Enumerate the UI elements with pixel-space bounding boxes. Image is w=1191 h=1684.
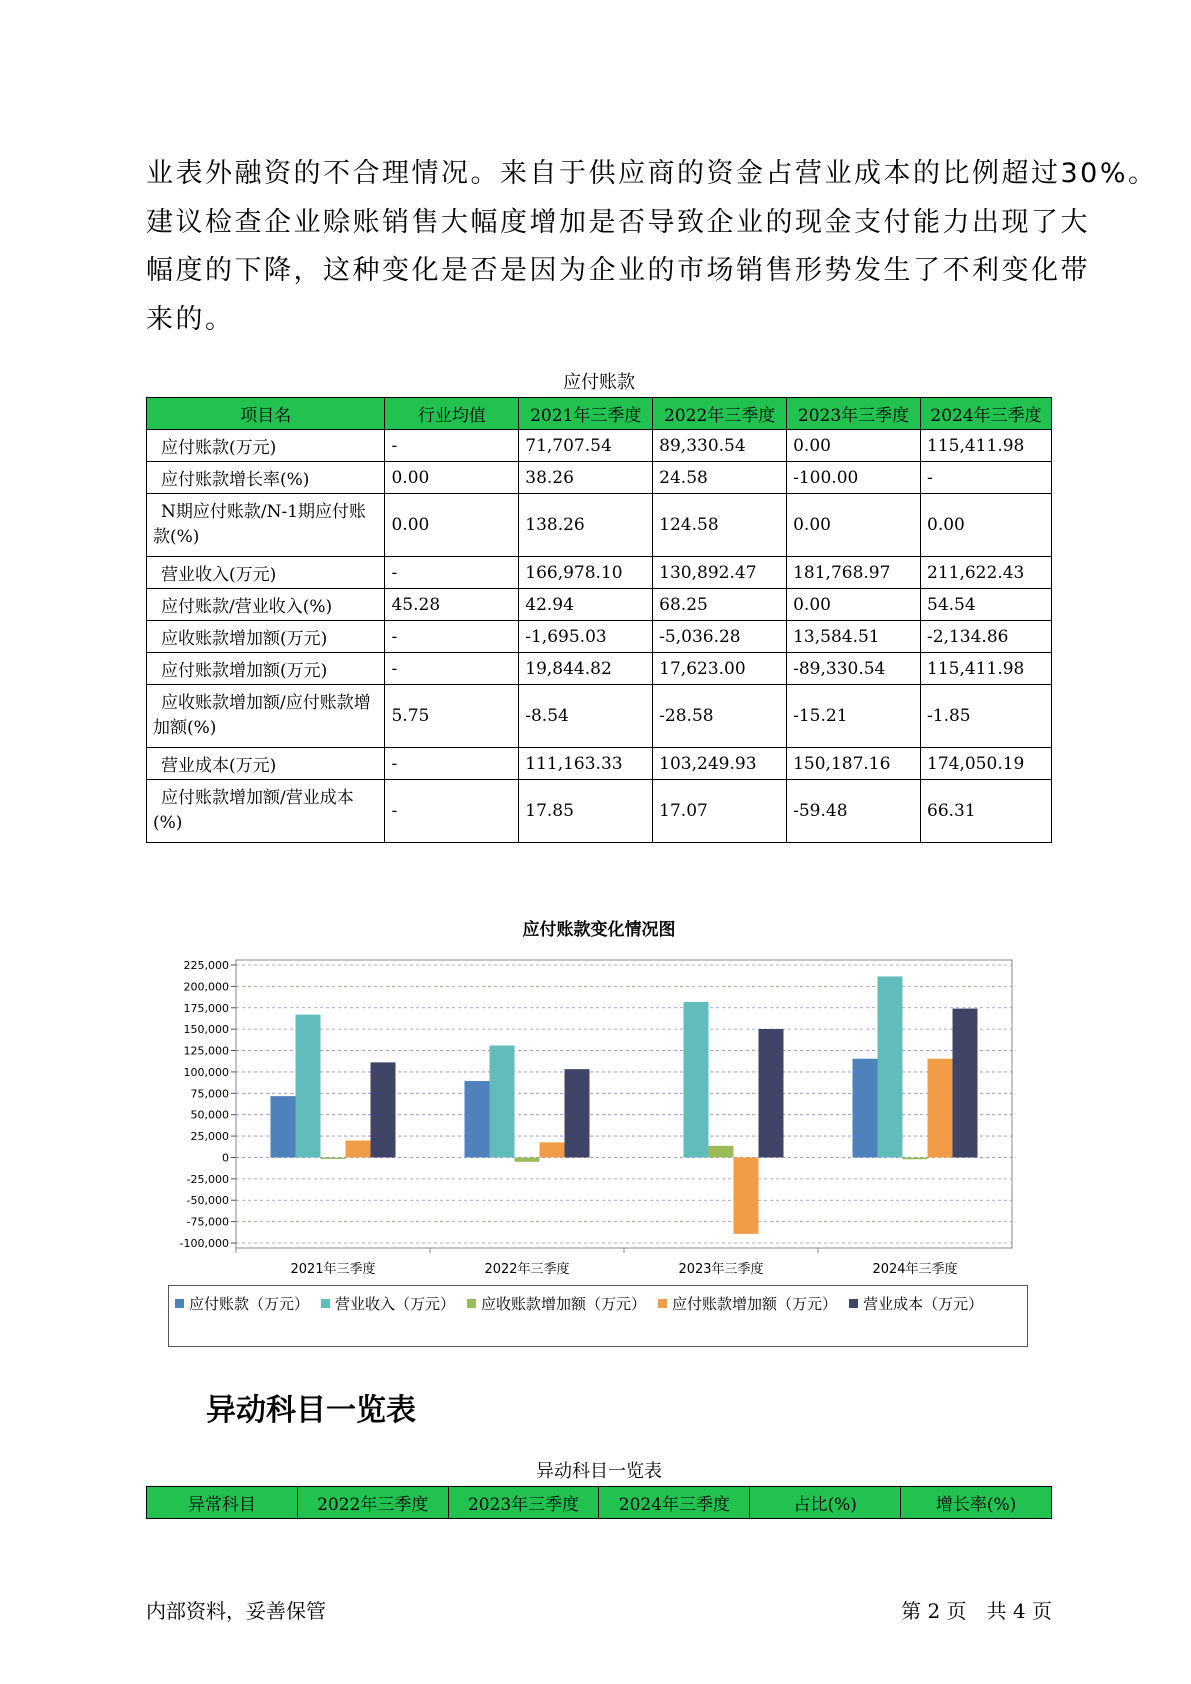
y-tick-label: 125,000 <box>183 1044 229 1058</box>
table-cell: - <box>385 780 519 843</box>
paragraph-line: 来的。 <box>146 303 235 335</box>
table-cell: -89,330.54 <box>787 653 921 685</box>
table-cell: - <box>385 557 519 589</box>
header-cell: 行业均值 <box>385 398 519 430</box>
table-cell: 166,978.10 <box>519 557 653 589</box>
y-tick-label: -75,000 <box>186 1215 229 1229</box>
y-tick-label: -25,000 <box>186 1172 229 1186</box>
payables-chart <box>146 905 1052 1345</box>
chart-title: 应付账款变化情况图 <box>522 920 676 940</box>
table-header-row <box>147 1487 1052 1519</box>
table-cell: - <box>921 462 1052 494</box>
bar <box>490 1045 515 1157</box>
table-cell: 66.31 <box>921 780 1052 843</box>
bar <box>878 976 903 1157</box>
table-cell: 211,622.43 <box>921 557 1052 589</box>
chart-svg <box>146 905 1052 1345</box>
table-cell: -1.85 <box>921 685 1052 748</box>
paragraph-line: 业表外融资的不合理情况。来自于供应商的资金占营业成本的比例超过30%。 <box>146 158 1158 189</box>
footer-note: 内部资料，妥善保管 <box>146 1599 326 1623</box>
table-cell: 124.58 <box>653 494 787 557</box>
table-cell: 103,249.93 <box>653 748 787 780</box>
header-cell: 2021年三季度 <box>519 398 653 430</box>
table-cell: -28.58 <box>653 685 787 748</box>
bar <box>684 1002 709 1157</box>
y-tick-label: 100,000 <box>183 1065 229 1079</box>
legend-item <box>658 1290 837 1316</box>
y-tick-label: 25,000 <box>190 1130 229 1144</box>
legend-swatch <box>467 1299 476 1308</box>
table-row <box>147 494 1052 557</box>
table-cell: - <box>385 653 519 685</box>
y-tick-label: 75,000 <box>190 1087 229 1101</box>
bar <box>928 1059 953 1158</box>
y-tick-label: 0 <box>222 1151 229 1165</box>
table-cell: 181,768.97 <box>787 557 921 589</box>
row-label: 营业成本(万元) <box>147 748 385 780</box>
legend-item <box>175 1290 309 1316</box>
table-cell: 111,163.33 <box>519 748 653 780</box>
legend-swatch <box>658 1299 667 1308</box>
table-row <box>147 780 1052 843</box>
row-label: 应付账款增加额(万元) <box>147 653 385 685</box>
y-tick-label: 50,000 <box>190 1108 229 1122</box>
table-cell: 174,050.19 <box>921 748 1052 780</box>
table-cell: -8.54 <box>519 685 653 748</box>
table-cell: -59.48 <box>787 780 921 843</box>
legend-swatch <box>175 1299 184 1308</box>
bar <box>759 1029 784 1157</box>
bar <box>853 1059 878 1158</box>
table-cell: 13,584.51 <box>787 621 921 653</box>
legend-label: 应付账款（万元） <box>189 1294 310 1313</box>
table-cell: -1,695.03 <box>519 621 653 653</box>
table-cell: 71,707.54 <box>519 430 653 462</box>
table-cell: -15.21 <box>787 685 921 748</box>
legend-swatch <box>849 1299 858 1308</box>
y-tick-label: 175,000 <box>183 1001 229 1015</box>
table-cell: 138.26 <box>519 494 653 557</box>
paragraph-line: 建议检查企业赊账销售大幅度增加是否导致企业的现金支付能力出现了大 <box>146 206 1090 238</box>
row-label: 应收账款增加额(万元) <box>147 621 385 653</box>
table-row <box>147 462 1052 494</box>
anomaly-table <box>146 1486 1052 1519</box>
y-tick-label: -50,000 <box>186 1194 229 1208</box>
bar <box>709 1146 734 1158</box>
y-tick-label: -100,000 <box>179 1237 229 1250</box>
table-row <box>147 557 1052 589</box>
header-cell: 增长率(%) <box>901 1487 1052 1519</box>
table-cell: -100.00 <box>787 462 921 494</box>
y-tick-label: 150,000 <box>183 1023 229 1037</box>
table-cell: - <box>385 748 519 780</box>
header-cell: 2022年三季度 <box>297 1487 448 1519</box>
bar <box>903 1157 928 1159</box>
bar <box>321 1157 346 1158</box>
bar <box>734 1157 759 1233</box>
table-cell: 130,892.47 <box>653 557 787 589</box>
table-cell: 42.94 <box>519 589 653 621</box>
bar <box>346 1140 371 1157</box>
header-cell: 2024年三季度 <box>599 1487 750 1519</box>
bar <box>515 1157 540 1161</box>
legend-item <box>467 1290 646 1316</box>
header-cell: 占比(%) <box>750 1487 901 1519</box>
table-cell: -2,134.86 <box>921 621 1052 653</box>
table-cell: 5.75 <box>385 685 519 748</box>
table-cell: - <box>385 621 519 653</box>
table-cell: 54.54 <box>921 589 1052 621</box>
table-cell: 115,411.98 <box>921 430 1052 462</box>
table-cell: 19,844.82 <box>519 653 653 685</box>
table-cell: 45.28 <box>385 589 519 621</box>
table-cell: -5,036.28 <box>653 621 787 653</box>
bar <box>565 1069 590 1157</box>
table-caption: 应付账款 <box>563 372 635 393</box>
row-label: 应付账款/营业收入(%) <box>147 589 385 621</box>
x-tick-label: 2024年三季度 <box>872 1262 958 1277</box>
table-row <box>147 653 1052 685</box>
bar <box>296 1015 321 1158</box>
table-header-row <box>147 398 1052 430</box>
table-cell: 115,411.98 <box>921 653 1052 685</box>
legend-label: 营业收入（万元） <box>335 1294 456 1313</box>
table-cell: 0.00 <box>385 462 519 494</box>
table-row <box>147 430 1052 462</box>
table-cell: 68.25 <box>653 589 787 621</box>
table-cell: 0.00 <box>921 494 1052 557</box>
header-cell: 2023年三季度 <box>448 1487 599 1519</box>
table-cell: 0.00 <box>385 494 519 557</box>
header-cell: 2022年三季度 <box>653 398 787 430</box>
legend-label: 应收账款增加额（万元） <box>481 1294 647 1313</box>
payables-table <box>146 397 1052 843</box>
y-tick-label: 225,000 <box>183 959 229 972</box>
legend-swatch <box>321 1299 330 1308</box>
header-cell: 异常科目 <box>147 1487 298 1519</box>
body-paragraph <box>146 150 1158 344</box>
row-label: 营业收入(万元) <box>147 557 385 589</box>
table-cell: 17.85 <box>519 780 653 843</box>
table-row <box>147 748 1052 780</box>
row-label: 应付账款增长率(%) <box>147 462 385 494</box>
y-tick-label: 200,000 <box>183 980 229 994</box>
section-title: 异动科目一览表 <box>206 1393 416 1428</box>
bar <box>271 1096 296 1157</box>
table-cell: - <box>385 430 519 462</box>
table-cell: 0.00 <box>787 494 921 557</box>
bar <box>540 1142 565 1157</box>
chart-legend <box>168 1285 1028 1347</box>
legend-item <box>321 1290 455 1316</box>
table-cell: 0.00 <box>787 430 921 462</box>
x-tick-label: 2021年三季度 <box>290 1262 376 1277</box>
table-cell: 0.00 <box>787 589 921 621</box>
legend-label: 营业成本（万元） <box>863 1294 984 1313</box>
row-label: 应收账款增加额/应付账款增加额(%) <box>147 685 385 748</box>
x-tick-label: 2023年三季度 <box>678 1262 764 1277</box>
legend-item <box>849 1290 983 1316</box>
table-row <box>147 685 1052 748</box>
table-cell: 89,330.54 <box>653 430 787 462</box>
row-label: N期应付账款/N-1期应付账款(%) <box>147 494 385 557</box>
row-label: 应付账款增加额/营业成本(%) <box>147 780 385 843</box>
row-label: 应付账款(万元) <box>147 430 385 462</box>
table-row <box>147 621 1052 653</box>
table-row <box>147 589 1052 621</box>
bar <box>371 1062 396 1157</box>
table-cell: 17,623.00 <box>653 653 787 685</box>
table-cell: 38.26 <box>519 462 653 494</box>
paragraph-line: 幅度的下降，这种变化是否是因为企业的市场销售形势发生了不利变化带 <box>146 255 1090 286</box>
bar <box>465 1081 490 1157</box>
page-number: 第 2 页 共 4 页 <box>901 1599 1052 1623</box>
header-cell: 2024年三季度 <box>921 398 1052 430</box>
header-cell: 项目名 <box>147 398 385 430</box>
header-cell: 2023年三季度 <box>787 398 921 430</box>
x-tick-label: 2022年三季度 <box>484 1262 570 1277</box>
table-caption: 异动科目一览表 <box>536 1461 662 1482</box>
legend-label: 应付账款增加额（万元） <box>672 1294 838 1313</box>
table-cell: 150,187.16 <box>787 748 921 780</box>
table-cell: 17.07 <box>653 780 787 843</box>
table-cell: 24.58 <box>653 462 787 494</box>
bar <box>953 1009 978 1158</box>
